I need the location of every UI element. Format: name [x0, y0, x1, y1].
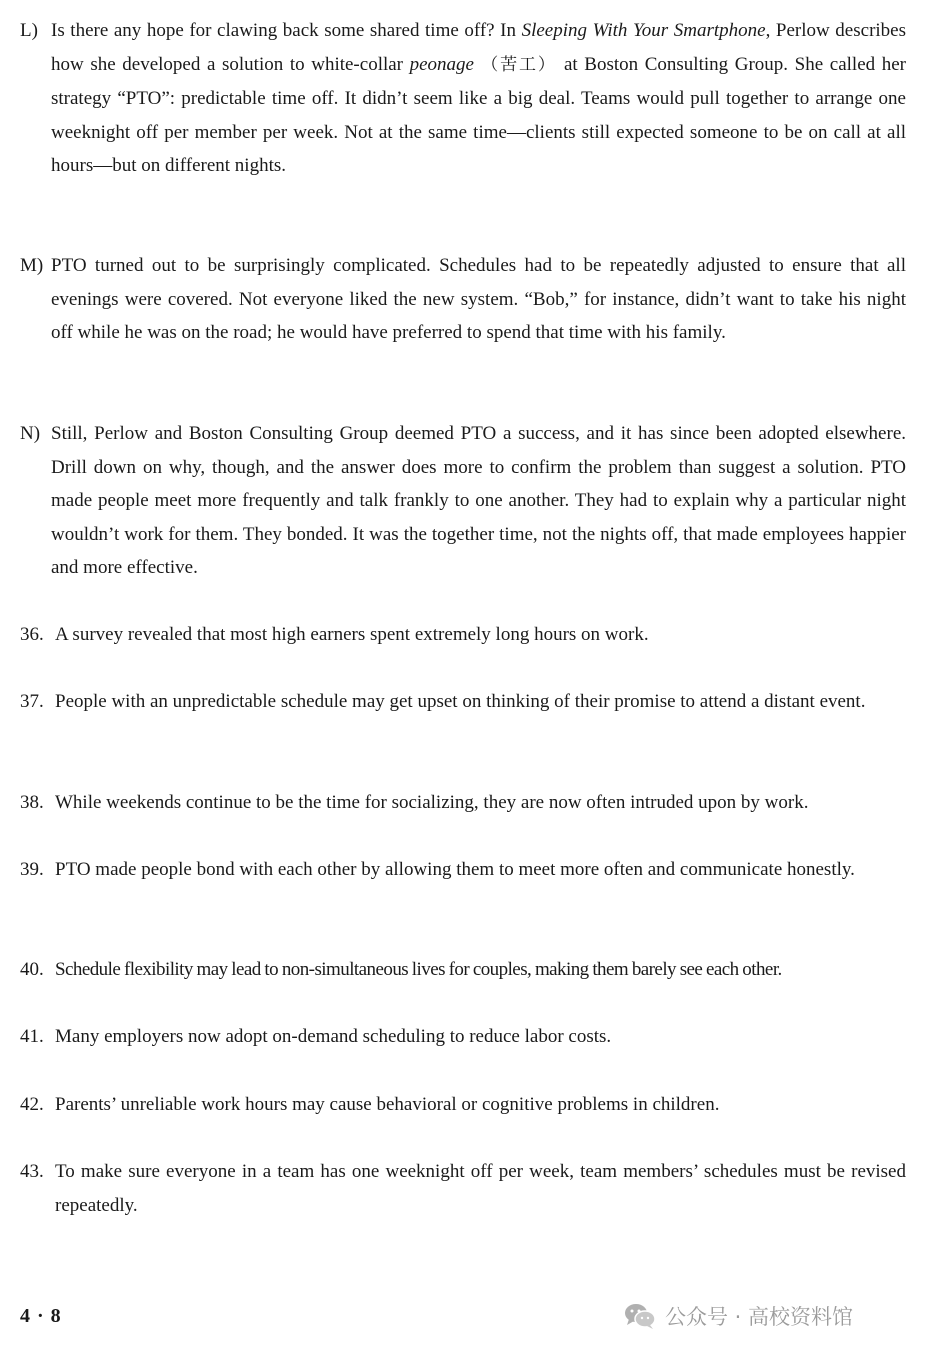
question-text: Parents’ unreliable work hours may cause behavioral or cognitive problems in children. — [55, 1094, 720, 1115]
question-text: Many employers now adopt on-demand scheduling to reduce labor costs. — [55, 1026, 612, 1047]
question-number: 38. — [20, 792, 44, 813]
page-number: 4 · 8 — [20, 1305, 62, 1327]
paragraph-text-part: , Perlow describes how she developed a solution to white-collar — [51, 20, 906, 75]
question-37 — [20, 685, 906, 719]
wechat-icon — [623, 1301, 657, 1331]
question-43 — [20, 1155, 906, 1222]
watermark-text: 公众号 · 高校资料馆 — [665, 1305, 854, 1329]
question-number: 39. — [20, 859, 44, 880]
question-number: 36. — [20, 624, 44, 645]
question-number: 37. — [20, 691, 44, 712]
question-42 — [20, 1088, 906, 1122]
question-number: 42. — [20, 1094, 44, 1115]
chinese-gloss: （苦工） — [474, 54, 564, 75]
paragraph-text: Still, Perlow and Boston Consulting Group deemed PTO a success, and it has since been adopted elsewhere. Drill down on why, though, and the answer does more to confirm the problem than suggest a solution. PTO made people meet more frequently and talk frankly to one another. They had to explain why a particular night wouldn’t work for them. They bonded. It was the together time, not the nights off, that made employees happier and more effective. — [51, 423, 906, 578]
paragraph-text: PTO turned out to be surprisingly complicated. Schedules had to be repeatedly adjusted to ensure that all evenings were covered. Not everyone liked the new system. “Bob,” for instance, didn’t want to take his night off while he was on the road; he would have preferred to spend that time with his family. — [51, 255, 906, 343]
paragraph-n — [20, 417, 906, 585]
paragraph-m — [20, 249, 906, 350]
book-title: Sleeping With Your Smartphone — [521, 20, 766, 41]
paragraph-label: M) — [20, 255, 44, 276]
watermark — [623, 1298, 853, 1334]
question-39 — [20, 853, 906, 887]
question-text: A survey revealed that most high earners spent extremely long hours on work. — [55, 624, 649, 645]
question-41 — [20, 1020, 906, 1054]
question-text: To make sure everyone in a team has one weeknight off per week, team members’ schedules must be revised repeatedly. — [55, 1161, 906, 1216]
paragraph-text-part: at Boston Consulting Group. She called her strategy “PTO”: predictable time off. It didn’t seem like a big deal. Teams would pull together to arrange one weeknight off per member per week. Not at the same time—clients still expected someone to be on call at all hours—but on different nights. — [51, 53, 906, 176]
paragraph-text-part: Is there any hope for clawing back some shared time off? In — [51, 20, 522, 41]
question-text: People with an unpredictable schedule may get upset on thinking of their promise to attend a distant event. — [55, 691, 866, 712]
question-40 — [20, 953, 906, 987]
question-number: 43. — [20, 1161, 44, 1182]
italic-term: peonage — [409, 53, 474, 75]
question-36 — [20, 618, 906, 652]
question-number: 40. — [20, 959, 44, 980]
paragraph-label: L) — [20, 20, 38, 41]
question-text: PTO made people bond with each other by allowing them to meet more often and communicate honestly. — [55, 859, 855, 880]
question-38 — [20, 786, 906, 820]
paragraph-text — [20, 14, 906, 183]
question-text: While weekends continue to be the time for socializing, they are now often intruded upon by work. — [55, 792, 809, 813]
paragraph-l — [20, 14, 906, 183]
question-number: 41. — [20, 1026, 44, 1047]
question-text: Schedule flexibility may lead to non-simultaneous lives for couples, making them barely see each other. — [55, 959, 782, 980]
paragraph-label: N) — [20, 423, 41, 444]
